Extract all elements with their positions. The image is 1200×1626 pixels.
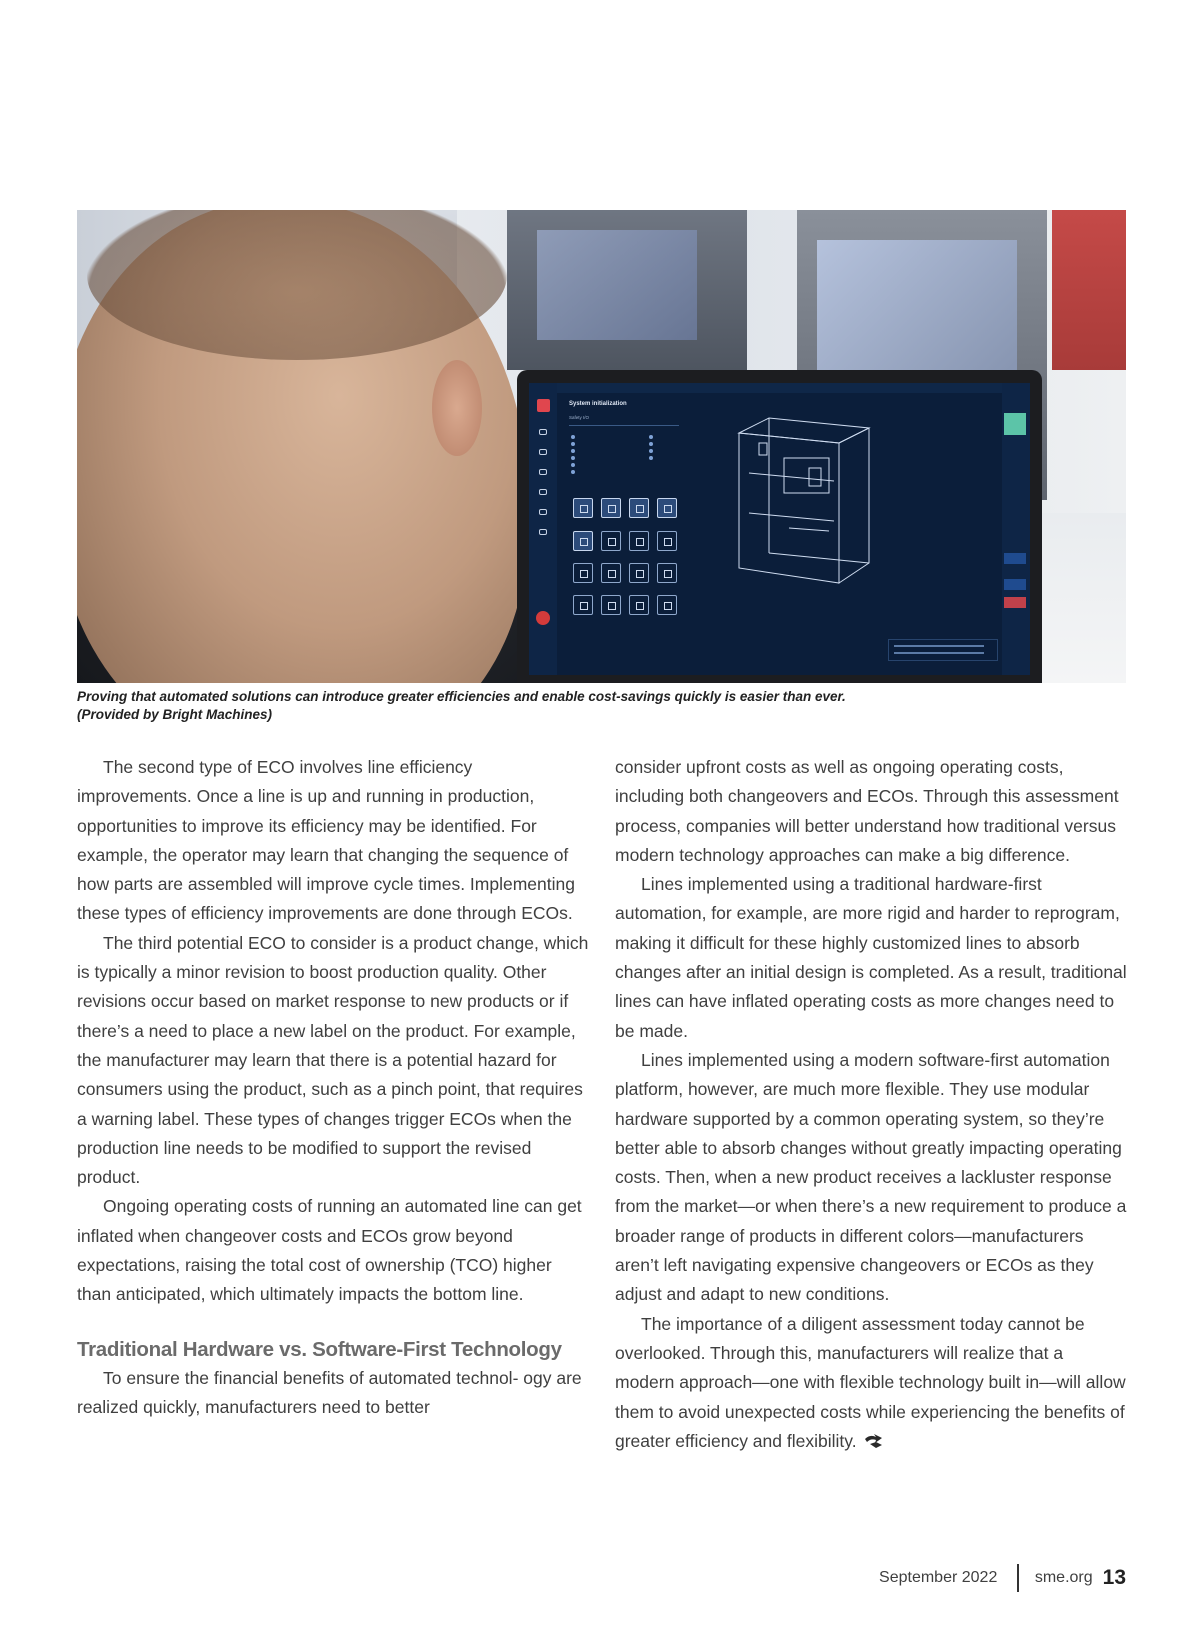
paragraph: The third potential ECO to consider is a product change, which is typically a minor revision to boost production quality. Other revisions occur based on market response to new products or if there’s a need to place a new label on the product. For example, the manufacturer may learn that there is a potential hazard for consumers using the product, such as a pinch point, that requires a warning label. These types of changes trigger ECOs when the production line needs to be modified to support the revised product.	[77, 932, 589, 1188]
footer-divider	[1017, 1564, 1019, 1592]
screen-sidebar	[529, 383, 557, 675]
screen-nav-icon	[539, 429, 547, 435]
screen-nav-icon	[539, 509, 547, 515]
screen-nav-icon	[539, 469, 547, 475]
screen-device-tile	[629, 595, 649, 615]
section-heading: Traditional Hardware vs. Software-First Technology	[77, 1337, 562, 1361]
paragraph: Ongoing operating costs of running an automated line can get inflated when changeover costs and ECOs grow beyond expectations, raising the total cost of ownership (TCO) higher than anticipated, which ultimately impacts the bottom line.	[77, 1196, 582, 1305]
screen-device-tile	[573, 595, 593, 615]
page-number: 13	[1102, 1566, 1126, 1589]
screen-nav-icon	[539, 449, 547, 455]
screen-nav-icon	[539, 529, 547, 535]
screen-machine-wireframe	[729, 413, 889, 593]
screen-subtitle: Safety I/O	[569, 415, 590, 420]
screen-device-tile	[573, 563, 593, 583]
right-column	[615, 753, 1127, 1456]
screen-device-tile	[573, 531, 593, 551]
screen-inputs-list	[571, 433, 641, 475]
paragraph-text: The importance of a diligent assessment today cannot be overlooked. Through this, manufacturers will realize that a modern approach—one with flexible technology built in—will allow them to avoid unexpected costs while experiencing the benefits of greater efficiency and flexibility.	[615, 1313, 1126, 1451]
paragraph: The second type of ECO involves line efficiency improvements. Once a line is up and running in production, opportunities to improve its efficiency may be identified. For example, the operator may learn that changing the sequence of how parts are assembled will improve cycle times. Implementing these types of efficiency improvements are done through ECOs.	[77, 757, 575, 924]
photo-laptop-screen	[529, 383, 1030, 675]
paragraph: Lines implemented using a modern software-first automation platform, however, are much more flexible. They use modular hardware supported by a common operating system, so they’re better able to absorb changes without greatly impacting operating costs. Then, when a new product receives a lackluster response from the market—or when there’s a new requirement to produce a broader range of products in different colors—manufacturers aren’t left navigating expensive changeovers or ECOs as they adjust and adapt to new conditions.	[615, 1049, 1127, 1305]
screen-device-tile	[657, 498, 677, 518]
photo-background-red-panel	[1052, 210, 1126, 370]
screen-right-panel	[1002, 383, 1030, 675]
screen-device-tile	[629, 563, 649, 583]
page-footer	[879, 1563, 1126, 1593]
screen-stop-button	[536, 611, 550, 625]
caption-line: Proving that automated solutions can introduce greater efficiencies and enable cost-savings quickly is easier than ever.	[77, 689, 846, 704]
screen-outputs-list	[649, 433, 719, 461]
screen-topbar	[529, 383, 1030, 393]
screen-divider	[569, 425, 679, 426]
screen-logo	[537, 399, 550, 412]
photo-caption	[77, 688, 1126, 724]
site-link[interactable]: sme.org	[1034, 1569, 1093, 1586]
paragraph-final	[615, 1310, 1127, 1456]
paragraph: To ensure the financial benefits of automated technol- ogy are realized quickly, manufacturers need to better	[77, 1367, 582, 1417]
screen-device-tile	[601, 595, 621, 615]
paragraph: Lines implemented using a traditional hardware-first automation, for example, are more rigid and harder to reprogram, making it difficult for these highly customized lines to absorb changes after an initial design is completed. As a result, traditional lines can have inflated operating costs as more changes need to be made.	[615, 874, 1127, 1041]
photo-person-ear	[432, 360, 482, 456]
end-of-article-icon	[863, 1434, 885, 1448]
screen-title: System initialization	[569, 401, 627, 407]
issue-date: September 2022	[879, 1569, 998, 1586]
screen-device-tile	[601, 563, 621, 583]
screen-nav-icon	[539, 489, 547, 495]
screen-play-button	[1004, 579, 1026, 590]
photo-laptop	[517, 370, 1042, 683]
article-photo	[77, 210, 1126, 683]
photo-background-machine	[507, 210, 747, 370]
screen-device-tile	[629, 498, 649, 518]
screen-status-button	[1004, 413, 1026, 435]
left-column	[77, 753, 589, 1422]
screen-device-tile	[601, 498, 621, 518]
screen-alerts-panel	[888, 639, 998, 661]
paragraph: consider upfront costs as well as ongoing operating costs, including both changeovers and ECOs. Through this assessment process, companies will better understand how traditional versus modern technology approaches can make a big difference.	[615, 757, 1119, 865]
screen-device-tile	[573, 498, 593, 518]
screen-stop-button-right	[1004, 597, 1026, 608]
screen-device-tile	[657, 531, 677, 551]
caption-credit: (Provided by Bright Machines)	[77, 707, 273, 722]
screen-device-tile	[657, 563, 677, 583]
screen-initialize-button	[1004, 553, 1026, 564]
screen-device-tile	[629, 531, 649, 551]
screen-device-tile	[601, 531, 621, 551]
screen-device-tile	[657, 595, 677, 615]
